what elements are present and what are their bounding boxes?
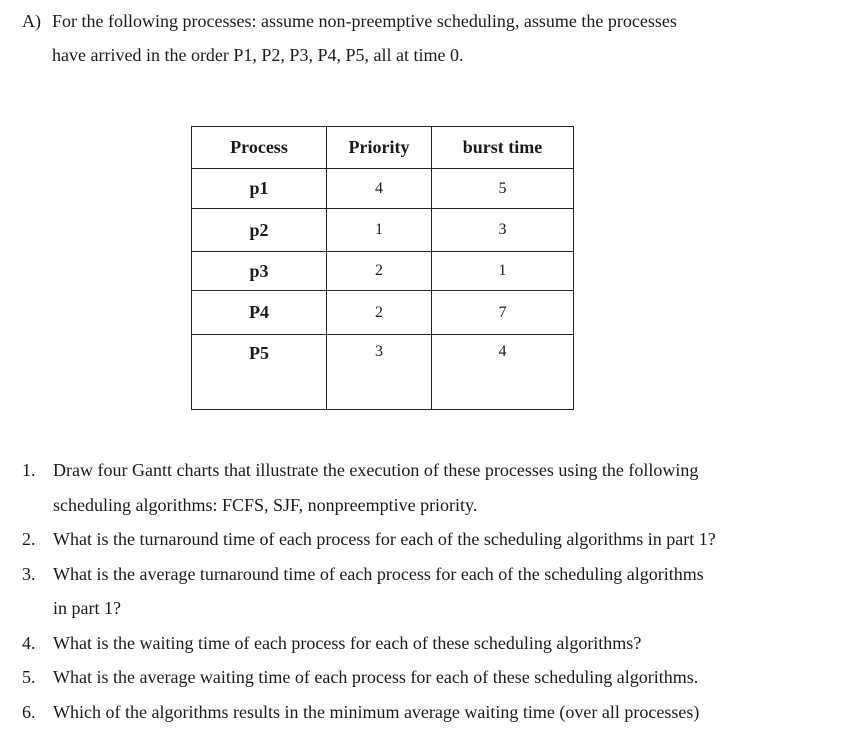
table-row [192,291,574,335]
table-row [192,335,574,410]
cell-priority: 2 [327,291,432,335]
question-line: Draw four Gantt charts that illustrate the execution of these processes using the following [53,460,699,480]
cell-priority: 1 [327,209,432,252]
cell-burst: 5 [432,169,574,209]
question-number: 3. [22,563,36,584]
question-text [53,453,842,522]
question-text: What is the turnaround time of each process for each of the scheduling algorithms in part 1? [53,529,716,549]
table-row [192,209,574,252]
question-line: What is the average turnaround time of each process for each of the scheduling algorithms [53,563,704,584]
intro-paragraph [22,4,822,72]
cell-process: p2 [192,209,327,252]
question-number: 6. [22,701,36,722]
cell-process: P5 [192,335,327,410]
intro-text-2: have arrived in the order P1, P2, P3, P4, P5, all at time 0. [52,45,464,65]
cell-process: P4 [192,291,327,335]
question-number: 4. [22,632,36,653]
question-item [22,695,842,730]
cell-process: p1 [192,169,327,209]
question-text: What is the waiting time of each process for each of these scheduling algorithms? [53,632,642,653]
question-text [53,557,842,626]
cell-process: p3 [192,252,327,291]
question-item [22,453,842,522]
cell-priority: 2 [327,252,432,291]
question-list [22,453,842,729]
question-number: 1. [22,460,36,480]
question-number: 5. [22,667,36,687]
cell-burst: 7 [432,291,574,335]
header-priority: Priority [327,127,432,169]
table-header-row [192,127,574,169]
intro-line-1 [22,4,822,38]
cell-burst: 1 [432,252,574,291]
question-item [22,660,842,695]
section-label: A) [22,11,41,31]
question-line: in part 1? [53,598,121,618]
question-item [22,522,842,557]
header-burst-time: burst time [432,127,574,169]
table-row [192,252,574,291]
question-item [22,557,842,626]
question-item [22,626,842,661]
question-line: scheduling algorithms: FCFS, SJF, nonpreemptive priority. [53,494,478,515]
question-text: Which of the algorithms results in the minimum average waiting time (over all processes) [53,701,700,722]
cell-burst: 4 [432,335,574,410]
process-table [191,126,574,410]
cell-burst: 3 [432,209,574,252]
cell-priority: 3 [327,335,432,410]
question-text: What is the average waiting time of each process for each of these scheduling algorithms. [53,667,699,687]
header-process: Process [192,127,327,169]
table-row [192,169,574,209]
question-number: 2. [22,529,36,549]
intro-text-1: For the following processes: assume non-preemptive scheduling, assume the processes [52,11,677,31]
cell-priority: 4 [327,169,432,209]
